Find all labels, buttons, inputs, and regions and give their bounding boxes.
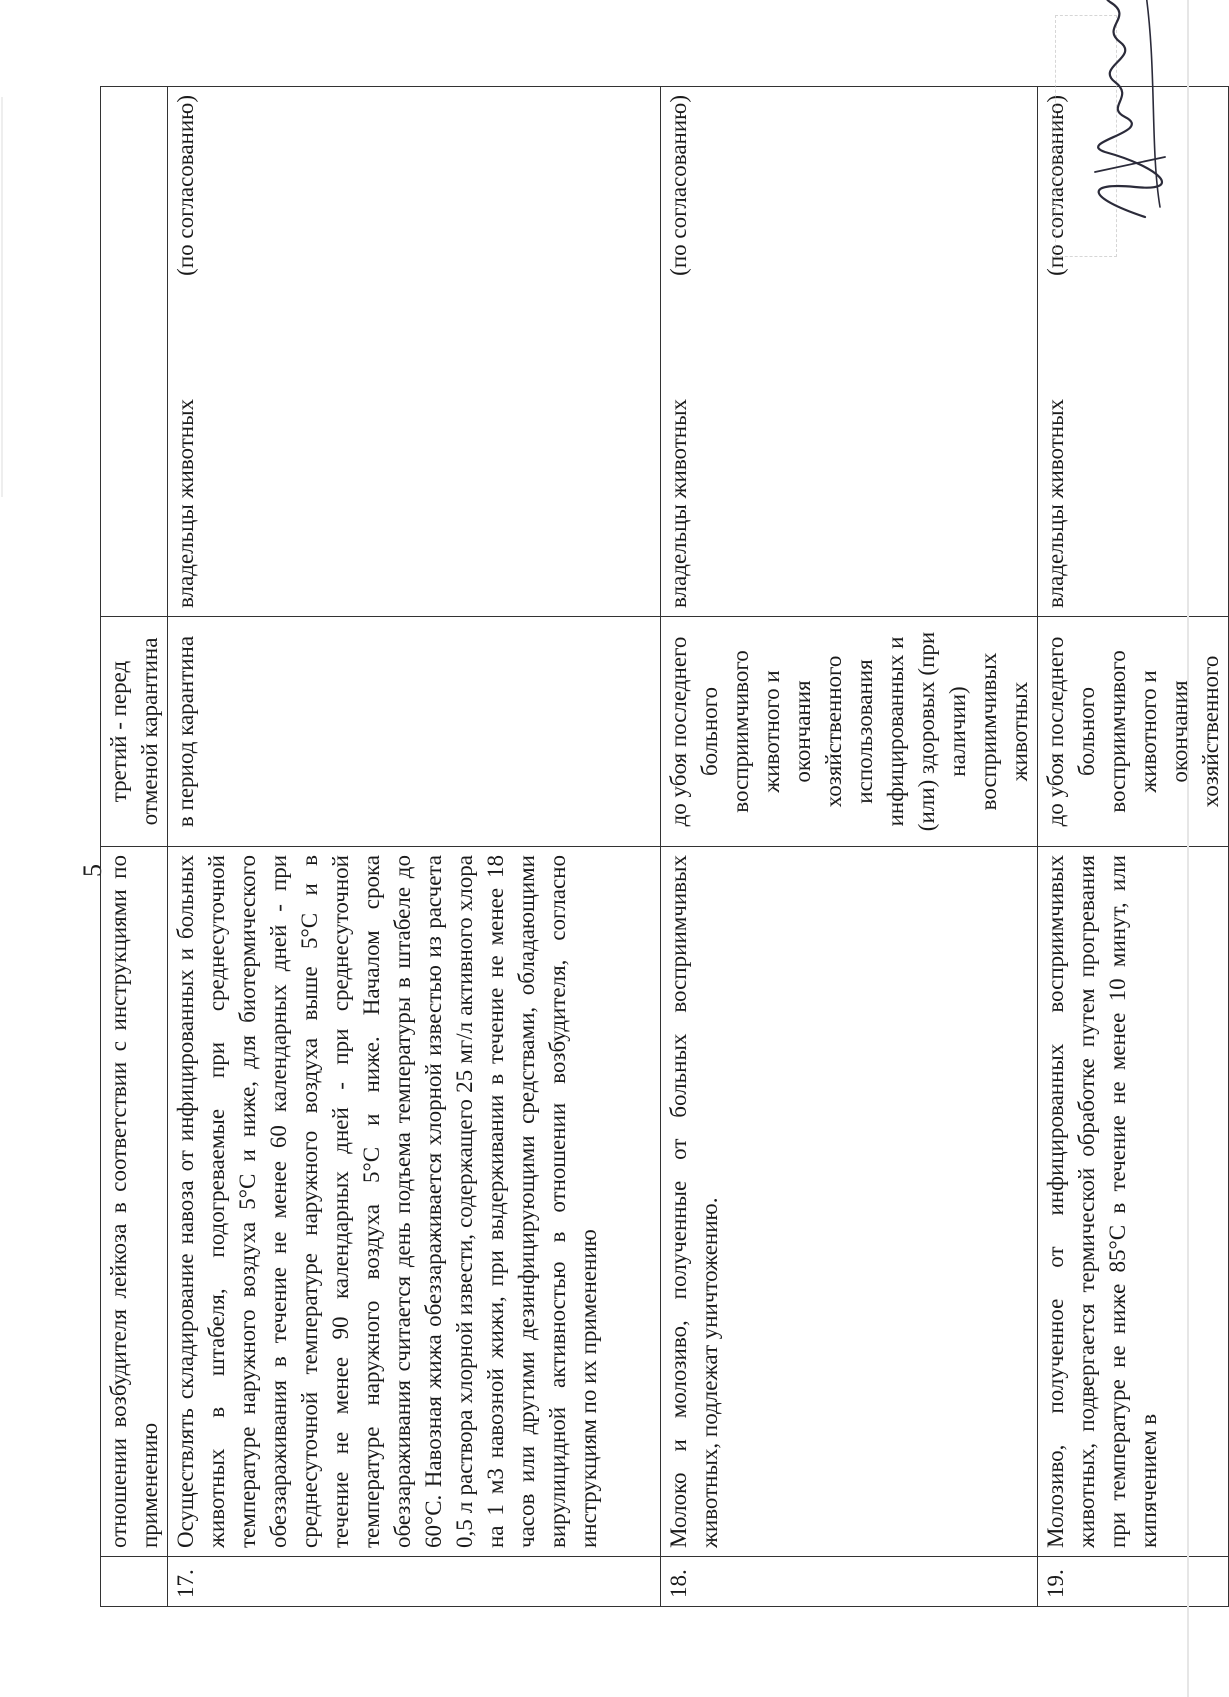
- table-row: [101, 87, 168, 1607]
- responsible-text: владельцы животных: [173, 398, 198, 608]
- measure-cell: Молозиво, полученное от инфицированных восприимчивых животных, подвергается термической обработке путем прогревания при температуре не ниже 85°C в течение не менее 10 минут, или кипячением в: [1038, 847, 1229, 1557]
- term-cell: до убоя последнего больного восприимчивого животного и окончания хозяйственного: [1038, 617, 1229, 847]
- responsible-cell: [168, 87, 661, 617]
- term-cell: третий - перед отменой карантина: [101, 617, 168, 847]
- measures-table: [100, 86, 1229, 1607]
- row-number-cell: 18.: [661, 1557, 1038, 1607]
- responsible-cell: [101, 87, 168, 617]
- row-number-cell: [101, 1557, 168, 1607]
- responsible-text: владельцы животных: [666, 398, 691, 608]
- page-number: 5: [78, 864, 107, 877]
- term-cell: до убоя последнего больного восприимчивого животного и окончания хозяйственного использования инфицированных и (или) здоровых (при наличии) восприимчивых животных: [661, 617, 1038, 847]
- measure-cell: Осуществлять складирование навоза от инфицированных и больных животных в штабеля, подогреваемые при среднесуточной температуре наружного воздуха 5°C и ниже, для биотермического обеззараживания в течение не менее 60 календарных дней - при среднесуточной температуре наружного воздуха выше 5°C и в течение не менее 90 календарных дней - при среднесуточной температуре наружного воздуха 5°C и ниже. Началом срока обеззараживания считается день подъема температуры в штабеле до 60°C. Навозная жижа обеззараживается хлорной известью из расчета 0,5 л раствора хлорной извести, содержащего 25 мг/л активного хлора на 1 м3 навозной жижи, при выдерживании в течение не менее 18 часов или другими дезинфицирующими средствами, обладающими вирулицидной активностью в отношении возбудителя, согласно инструкциям по их применению: [168, 847, 661, 1557]
- table-row: [1038, 87, 1229, 1607]
- measure-cell: Молоко и молозиво, полученные от больных восприимчивых животных, подлежат уничтожению.: [661, 847, 1038, 1557]
- table-row: [168, 87, 661, 1607]
- handwritten-signature: [1065, 0, 1175, 227]
- row-number-cell: 17.: [168, 1557, 661, 1607]
- row-number-cell: 19.: [1038, 1557, 1229, 1607]
- term-cell: в период карантина: [168, 617, 661, 847]
- table-row: [661, 87, 1038, 1607]
- measure-cell: отношении возбудителя лейкоза в соответствии с инструкциями по применению: [101, 847, 168, 1557]
- responsible-cell: [661, 87, 1038, 617]
- responsible-text: владельцы животных: [1043, 398, 1068, 608]
- responsible-note: (по согласованию): [666, 95, 691, 276]
- responsible-note: (по согласованию): [1043, 95, 1068, 276]
- responsible-note: (по согласованию): [173, 95, 198, 276]
